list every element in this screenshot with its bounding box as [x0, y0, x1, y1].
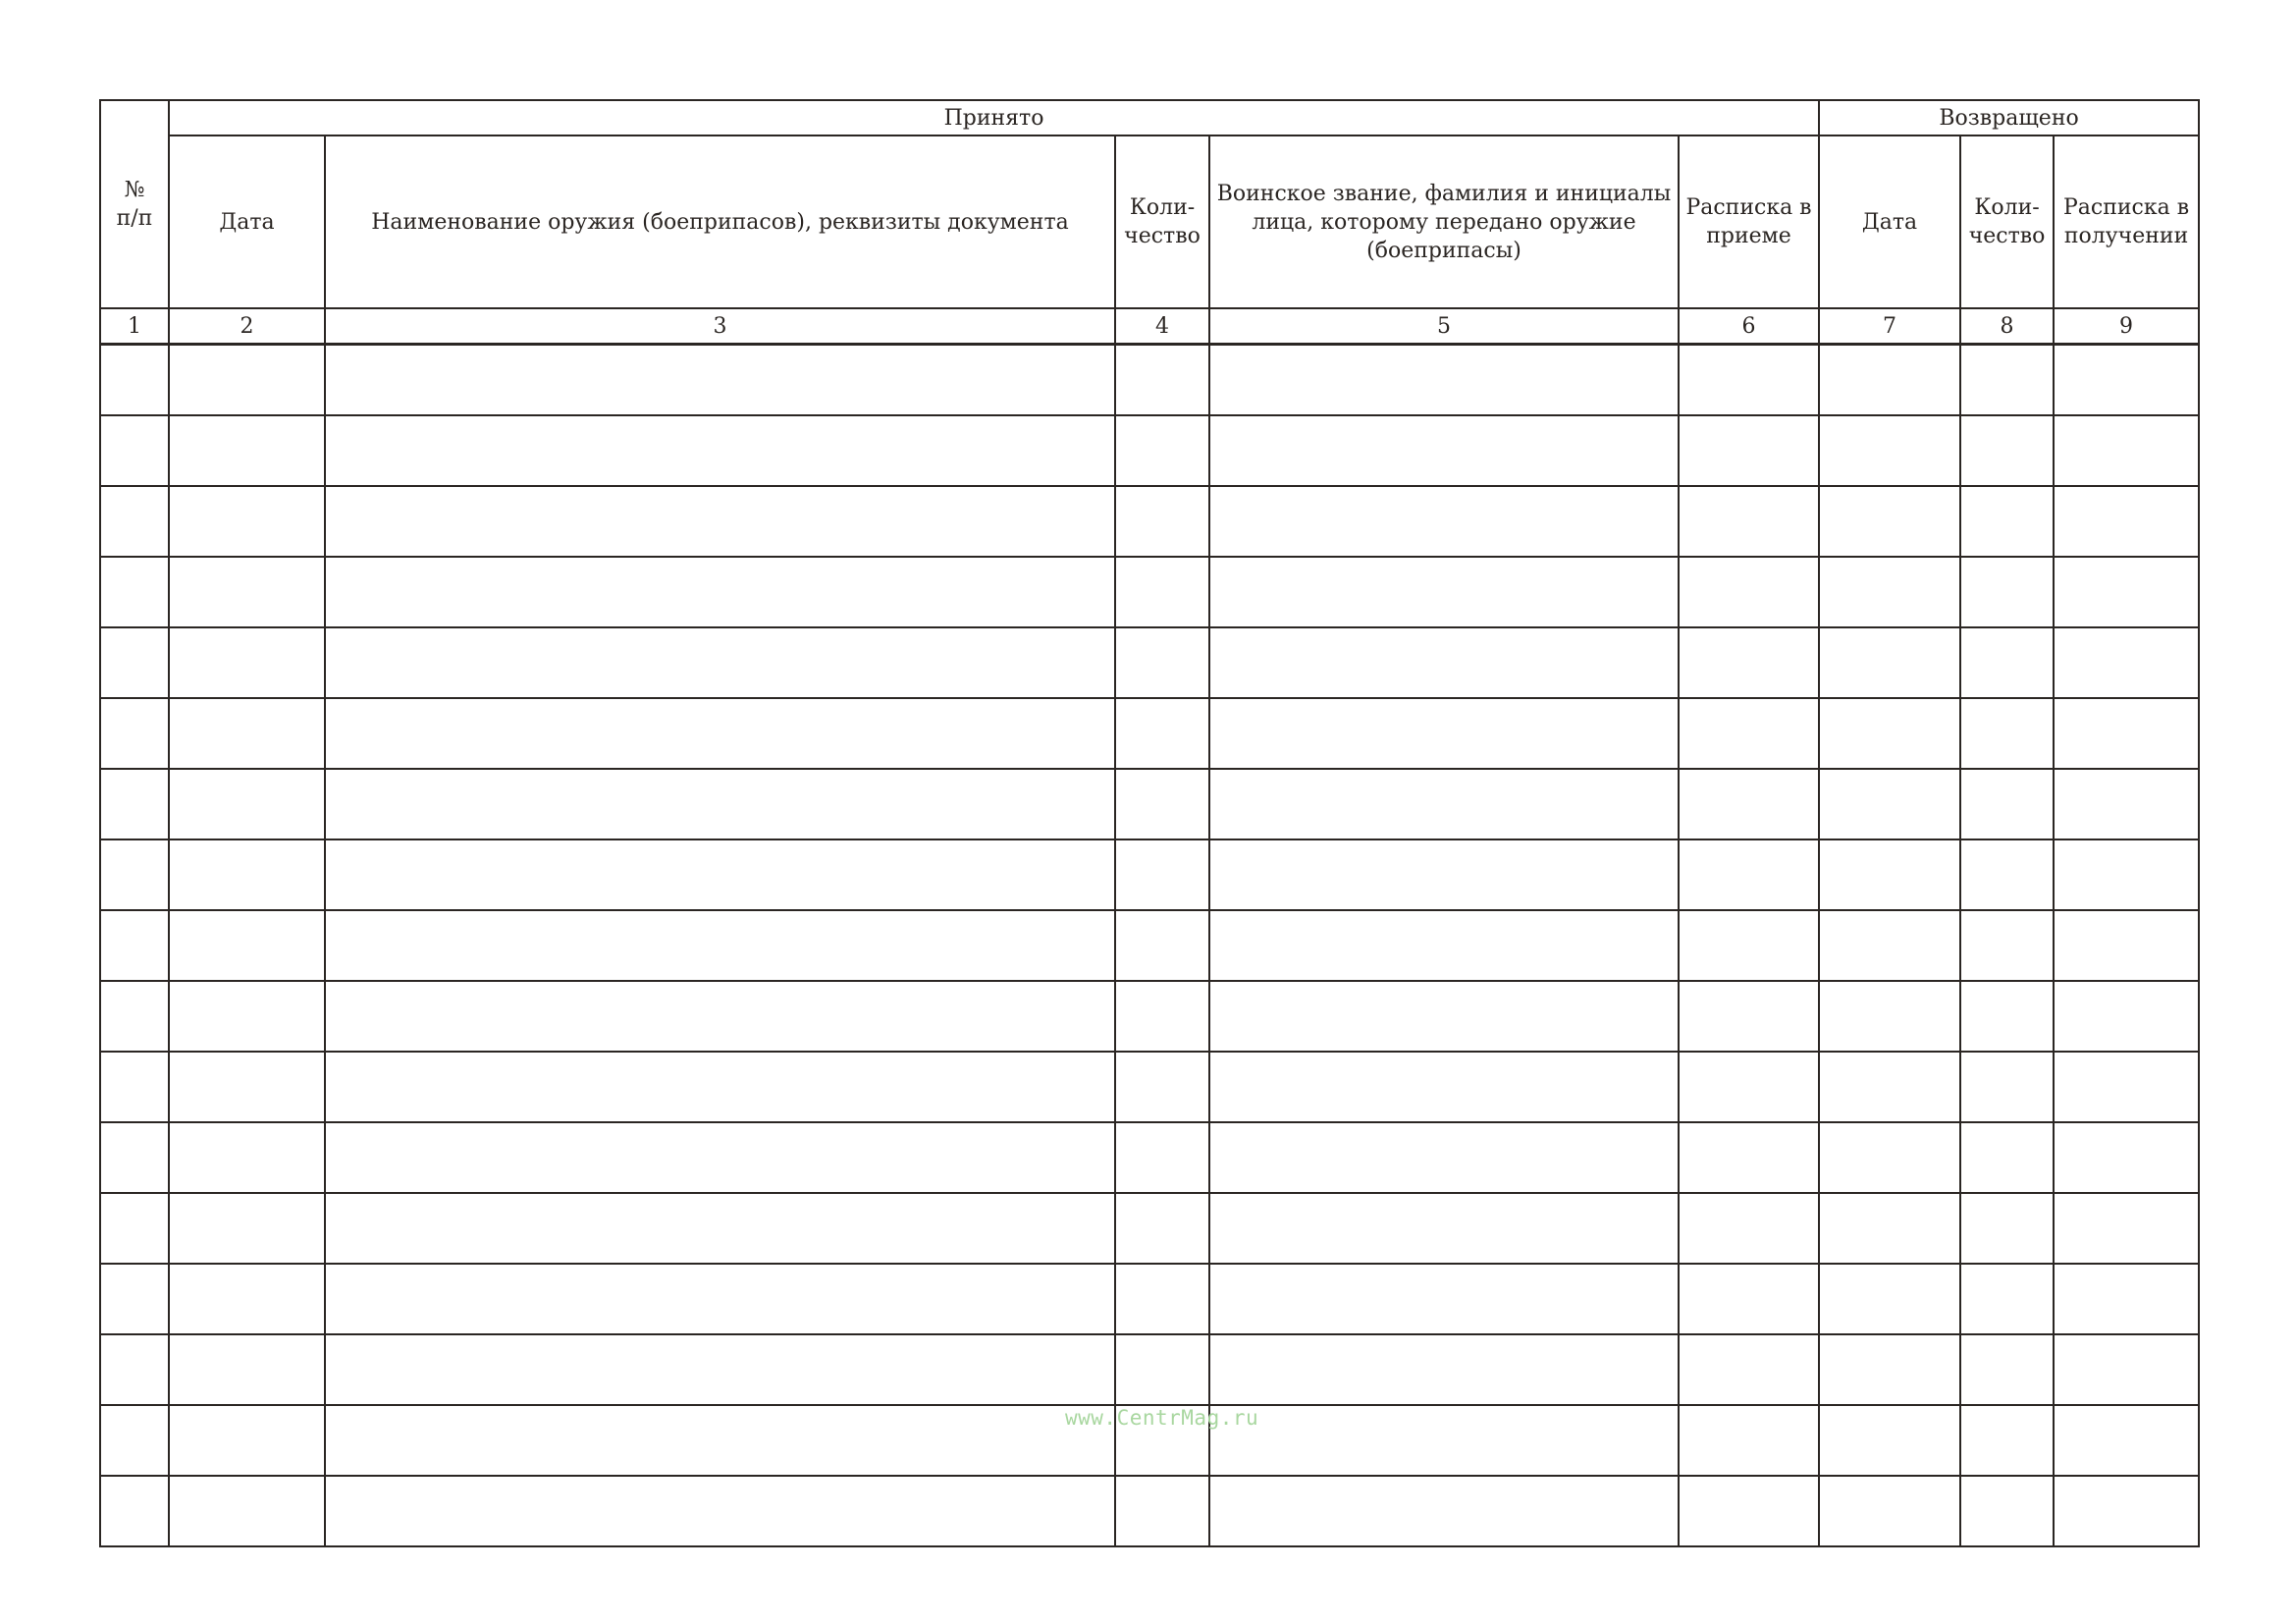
header-columns-row	[100, 135, 2199, 308]
table-cell	[2054, 557, 2199, 627]
table-cell	[1679, 1052, 1819, 1122]
table-cell	[1960, 698, 2054, 769]
table-cell	[1960, 486, 2054, 557]
table-cell	[169, 345, 325, 416]
table-cell	[2054, 415, 2199, 486]
table-cell	[1209, 1052, 1679, 1122]
table-cell	[1819, 910, 1960, 981]
table-cell	[1679, 345, 1819, 416]
table-cell	[1209, 698, 1679, 769]
table-cell	[1115, 415, 1209, 486]
table-row	[100, 769, 2199, 839]
table-cell	[100, 1052, 169, 1122]
table-cell	[325, 769, 1115, 839]
table-cell	[1960, 981, 2054, 1052]
table-cell	[100, 1122, 169, 1193]
table-row	[100, 1334, 2199, 1405]
weapons-log-table	[99, 99, 2200, 1547]
table-cell	[1679, 698, 1819, 769]
table-cell	[100, 1193, 169, 1264]
table-cell	[1209, 1476, 1679, 1546]
header-recipient	[1209, 135, 1679, 308]
header-group-returned-label: Возвращено	[1939, 105, 2079, 131]
table-cell	[1115, 1122, 1209, 1193]
table-cell	[1819, 1405, 1960, 1476]
table-cell	[1115, 345, 1209, 416]
table-cell	[2054, 1476, 2199, 1546]
header-returned-quantity-label: Коли- чество	[1968, 195, 2046, 248]
header-returned-date	[1819, 135, 1960, 308]
column-number: 5	[1209, 308, 1679, 345]
table-cell	[1209, 1334, 1679, 1405]
table-cell	[2054, 1405, 2199, 1476]
table-cell	[1960, 1405, 2054, 1476]
table-cell	[100, 981, 169, 1052]
table-cell	[169, 557, 325, 627]
table-cell	[325, 1122, 1115, 1193]
table-cell	[1209, 1405, 1679, 1476]
table-cell	[1819, 769, 1960, 839]
table-cell	[1960, 345, 2054, 416]
table-cell	[1679, 1193, 1819, 1264]
column-number: 1	[100, 308, 169, 345]
table-cell	[2054, 1122, 2199, 1193]
table-cell	[100, 1405, 169, 1476]
table-cell	[100, 1334, 169, 1405]
table-cell	[1819, 1476, 1960, 1546]
column-number: 4	[1115, 308, 1209, 345]
table-cell	[1679, 1405, 1819, 1476]
table-row	[100, 1193, 2199, 1264]
column-number: 2	[169, 308, 325, 345]
table-cell	[1679, 557, 1819, 627]
table-cell	[1960, 627, 2054, 698]
table-row	[100, 345, 2199, 416]
table-cell	[1960, 415, 2054, 486]
table-cell	[1960, 1334, 2054, 1405]
table-cell	[100, 486, 169, 557]
header-returned-quantity	[1960, 135, 2054, 308]
table-cell	[325, 1193, 1115, 1264]
table-cell	[1679, 1264, 1819, 1334]
table-cell	[2054, 1052, 2199, 1122]
table-row	[100, 1052, 2199, 1122]
header-return-signature	[2054, 135, 2199, 308]
table-cell	[1209, 981, 1679, 1052]
table-cell	[100, 910, 169, 981]
table-cell	[325, 910, 1115, 981]
table-cell	[1819, 1334, 1960, 1405]
table-cell	[1960, 1264, 2054, 1334]
table-cell	[100, 1476, 169, 1546]
table-cell	[2054, 698, 2199, 769]
column-number: 6	[1679, 308, 1819, 345]
table-cell	[325, 486, 1115, 557]
header-received-date-label: Дата	[219, 209, 275, 235]
table-cell	[325, 415, 1115, 486]
table-header	[100, 100, 2199, 345]
table-cell	[325, 345, 1115, 416]
table-cell	[325, 1052, 1115, 1122]
table-row	[100, 627, 2199, 698]
table-cell	[1960, 1122, 2054, 1193]
table-cell	[325, 698, 1115, 769]
table-cell	[1209, 910, 1679, 981]
table-cell	[100, 839, 169, 910]
table-cell	[169, 769, 325, 839]
table-row	[100, 415, 2199, 486]
table-cell	[1679, 839, 1819, 910]
table-cell	[1115, 1476, 1209, 1546]
table-cell	[1679, 486, 1819, 557]
table-cell	[100, 698, 169, 769]
header-weapon-name-label: Наименование оружия (боеприпасов), реквизиты документа	[371, 209, 1069, 235]
table-cell	[1960, 1193, 2054, 1264]
table-cell	[169, 1264, 325, 1334]
table-cell	[2054, 839, 2199, 910]
table-cell	[2054, 486, 2199, 557]
column-numbers-row	[100, 308, 2199, 345]
header-return-signature-label: Расписка в получении	[2062, 195, 2190, 248]
table-cell	[169, 415, 325, 486]
table-cell	[100, 1264, 169, 1334]
table-cell	[169, 486, 325, 557]
table-cell	[169, 1193, 325, 1264]
table-cell	[1115, 557, 1209, 627]
table-cell	[325, 1476, 1115, 1546]
table-cell	[1115, 910, 1209, 981]
table-cell	[1115, 1193, 1209, 1264]
table-cell	[1209, 1193, 1679, 1264]
table-row	[100, 839, 2199, 910]
table-cell	[1679, 415, 1819, 486]
table-cell	[2054, 1264, 2199, 1334]
table-cell	[169, 1122, 325, 1193]
table-cell	[1115, 981, 1209, 1052]
header-received-quantity	[1115, 135, 1209, 308]
column-number: 8	[1960, 308, 2054, 345]
table-cell	[1960, 557, 2054, 627]
column-number: 9	[2054, 308, 2199, 345]
table-cell	[2054, 1193, 2199, 1264]
table-cell	[325, 1334, 1115, 1405]
table-cell	[2054, 769, 2199, 839]
table-cell	[1679, 1122, 1819, 1193]
table-cell	[1115, 698, 1209, 769]
table-cell	[1209, 486, 1679, 557]
table-cell	[1209, 839, 1679, 910]
table-row	[100, 1264, 2199, 1334]
header-group-received-label: Принято	[943, 105, 1044, 131]
table-cell	[100, 769, 169, 839]
table-row	[100, 486, 2199, 557]
table-cell	[1679, 981, 1819, 1052]
table-cell	[169, 1052, 325, 1122]
table-row	[100, 981, 2199, 1052]
table-cell	[1819, 1264, 1960, 1334]
table-cell	[1819, 698, 1960, 769]
table-cell	[1679, 769, 1819, 839]
table-cell	[169, 910, 325, 981]
table-cell	[1115, 627, 1209, 698]
header-group-row	[100, 100, 2199, 135]
table-cell	[1819, 486, 1960, 557]
table-cell	[1209, 1264, 1679, 1334]
table-cell	[325, 1264, 1115, 1334]
table-cell	[1960, 910, 2054, 981]
table-cell	[1819, 1052, 1960, 1122]
table-cell	[169, 627, 325, 698]
table-cell	[100, 557, 169, 627]
table-cell	[1209, 1122, 1679, 1193]
header-group-returned	[1819, 100, 2199, 135]
table-cell	[1960, 769, 2054, 839]
header-received-quantity-label: Коли- чество	[1124, 195, 1201, 248]
table-cell	[1679, 1476, 1819, 1546]
table-cell	[1679, 627, 1819, 698]
table-cell	[1209, 557, 1679, 627]
table-cell	[169, 698, 325, 769]
table-cell	[100, 627, 169, 698]
table-cell	[1115, 1334, 1209, 1405]
table-cell	[1819, 981, 1960, 1052]
table-cell	[1115, 486, 1209, 557]
table-cell	[1819, 1193, 1960, 1264]
table-cell	[1960, 1052, 2054, 1122]
table-cell	[100, 415, 169, 486]
table-cell	[1819, 1122, 1960, 1193]
table-cell	[1679, 910, 1819, 981]
table-cell	[169, 839, 325, 910]
watermark-text: www.CentrMag.ru	[1065, 1406, 1259, 1430]
table-row	[100, 1122, 2199, 1193]
table-cell	[325, 557, 1115, 627]
table-cell	[2054, 1334, 2199, 1405]
header-number	[100, 100, 169, 308]
table-row	[100, 910, 2199, 981]
table-cell	[1819, 345, 1960, 416]
header-recipient-label: Воинское звание, фамилия и инициалы лица, которому передано оружие (боеприпасы)	[1216, 181, 1672, 263]
table-cell	[1679, 1334, 1819, 1405]
table-cell	[2054, 910, 2199, 981]
table-row	[100, 1476, 2199, 1546]
table-cell	[325, 1405, 1115, 1476]
table-cell	[2054, 627, 2199, 698]
table-cell	[1819, 415, 1960, 486]
table-body	[100, 345, 2199, 1547]
table-cell	[1115, 769, 1209, 839]
table-cell	[1115, 1264, 1209, 1334]
table-cell	[169, 1334, 325, 1405]
table-cell	[325, 627, 1115, 698]
table-cell	[2054, 345, 2199, 416]
table-cell	[1209, 415, 1679, 486]
table-cell	[1960, 1476, 2054, 1546]
column-number: 3	[325, 308, 1115, 345]
table-cell	[2054, 981, 2199, 1052]
table-row	[100, 557, 2199, 627]
table-cell	[325, 981, 1115, 1052]
table-cell	[1960, 839, 2054, 910]
table-cell	[1209, 345, 1679, 416]
table-cell	[100, 345, 169, 416]
header-receipt-signature-label: Расписка в приеме	[1685, 195, 1812, 248]
column-number: 7	[1819, 308, 1960, 345]
header-receipt-signature	[1679, 135, 1819, 308]
table-cell	[1819, 557, 1960, 627]
table-row	[100, 698, 2199, 769]
table-cell	[1209, 627, 1679, 698]
header-returned-date-label: Дата	[1861, 209, 1918, 235]
header-received-date	[169, 135, 325, 308]
header-number-label: № п/п	[116, 178, 153, 231]
table-cell	[169, 981, 325, 1052]
table-cell	[169, 1476, 325, 1546]
table-cell	[1819, 839, 1960, 910]
table-cell	[325, 839, 1115, 910]
header-weapon-name	[325, 135, 1115, 308]
header-group-received	[169, 100, 1819, 135]
table-cell	[1819, 627, 1960, 698]
table-cell	[169, 1405, 325, 1476]
table-cell	[1115, 839, 1209, 910]
table-cell	[1209, 769, 1679, 839]
table-cell	[1115, 1052, 1209, 1122]
